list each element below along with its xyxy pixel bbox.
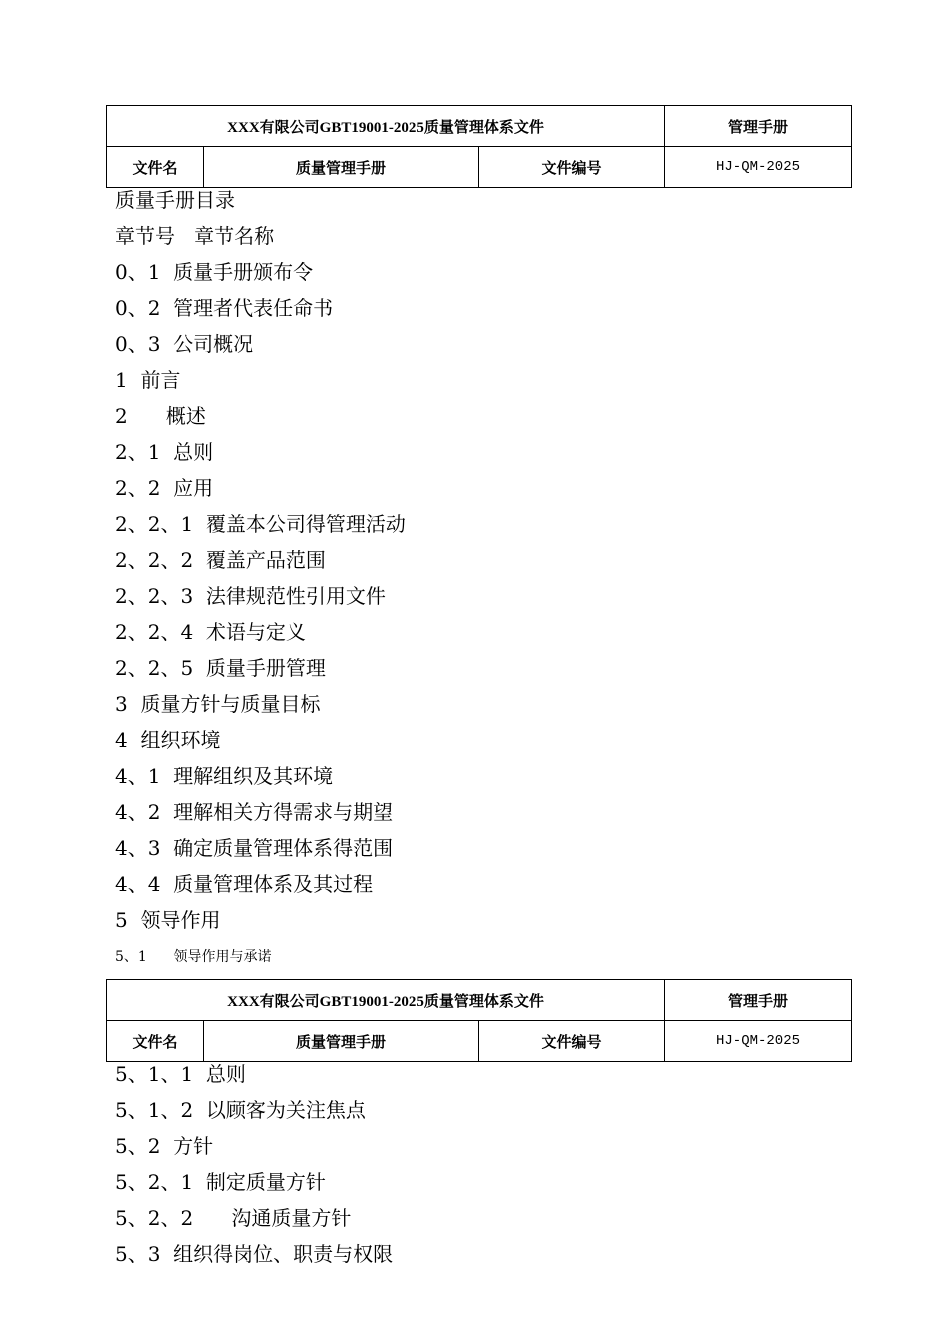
toc-entry-num: 2、2 [115,476,161,500]
toc-entry-num: 4、4 [115,872,161,896]
toc-entry-num: 5、2 [115,1134,161,1158]
toc-entry [115,364,406,400]
toc-entry-name: 质量管理体系及其过程 [173,872,374,896]
toc-list-page2 [115,1058,393,1274]
toc-entry-name: 质量手册管理 [205,656,326,680]
toc-entry [115,400,406,436]
toc-entry-name: 法律规范性引用文件 [205,584,386,608]
file-name-value: 质量管理手册 [204,147,479,188]
toc-entry [115,796,406,832]
toc-entry [115,472,406,508]
toc-entry-name: 确定质量管理体系得范围 [173,836,394,860]
toc-columns: 章节号 章节名称 [115,224,275,248]
toc-entry-num: 4 [115,728,128,752]
toc-entry-num: 3 [115,692,128,716]
toc-entry [115,544,406,580]
toc-entry [115,1202,393,1238]
toc-title: 质量手册目录 [115,188,235,212]
toc-entry [115,328,406,364]
toc-entry [115,904,406,940]
toc-entry [115,1094,393,1130]
toc-entry [115,1238,393,1274]
toc-entry [115,436,406,472]
toc-entry-num: 5、2、1 [115,1170,194,1194]
toc-entry-name: 组织得岗位、职责与权限 [173,1242,394,1266]
toc-entry [115,688,406,724]
file-no-value: HJ-QM-2025 [665,1021,852,1062]
toc-entry-num: 1 [115,368,128,392]
toc-entry-name: 组织环境 [140,728,221,752]
toc-entry-name: 沟通质量方针 [231,1206,352,1230]
toc-entry-num: 2 [115,404,128,428]
header-title: XXX有限公司GBT19001-2025质量管理体系文件 [107,106,665,147]
toc-entry-name: 领导作用 [140,908,221,932]
document-header-table [106,979,852,1062]
toc-entry-name: 理解相关方得需求与期望 [173,800,394,824]
toc-entry-num: 2、1 [115,440,161,464]
file-no-label: 文件编号 [479,1021,665,1062]
document-header-table [106,105,852,188]
toc-entry-name: 总则 [205,1062,246,1086]
toc-entry-num: 5、1、1 [115,1062,194,1086]
toc-entry-name: 应用 [173,476,214,500]
toc-entry [115,832,406,868]
toc-entry [115,1130,393,1166]
toc-entry [115,508,406,544]
toc-entry [115,652,406,688]
toc-entry-num: 0、1 [115,260,161,284]
toc-entry [115,760,406,796]
toc-entry-num: 2、2、5 [115,656,194,680]
file-no-label: 文件编号 [479,147,665,188]
toc-entry [115,616,406,652]
toc-entry [115,580,406,616]
toc-entry-name: 管理者代表任命书 [173,296,334,320]
toc-entry [115,292,406,328]
toc-entry [115,724,406,760]
toc-entry-num: 2、2、1 [115,512,194,536]
toc-entry-num: 5、1、2 [115,1098,194,1122]
toc-entry-num: 5、1 [115,949,147,965]
toc-entry-name: 制定质量方针 [205,1170,326,1194]
toc-entry [115,1166,393,1202]
toc-entry-num: 0、3 [115,332,161,356]
toc-entry-name: 理解组织及其环境 [173,764,334,788]
toc-entry-num: 4、2 [115,800,161,824]
toc-entry-num: 5 [115,908,128,932]
file-name-label: 文件名 [107,1021,204,1062]
toc-entry-name: 术语与定义 [205,620,306,644]
file-name-value: 质量管理手册 [204,1021,479,1062]
toc-entry-name: 覆盖产品范围 [205,548,326,572]
toc-entry-name: 方针 [173,1134,214,1158]
toc-entry-num: 5、3 [115,1242,161,1266]
toc-entry-name: 领导作用与承诺 [173,949,272,965]
toc-entry [115,868,406,904]
toc-entry-name: 前言 [140,368,181,392]
toc-entry [115,1058,393,1094]
toc-entry-num: 2、2、2 [115,548,194,572]
toc-entry-name: 总则 [173,440,214,464]
file-name-label: 文件名 [107,147,204,188]
toc-entry-small [115,946,272,966]
toc-entry-num: 0、2 [115,296,161,320]
header-doc-type: 管理手册 [665,980,852,1021]
toc-entry-num: 5、2、2 [115,1206,194,1230]
toc-list-page1 [115,184,406,940]
toc-entry-name: 以顾客为关注焦点 [205,1098,366,1122]
toc-entry-num: 4、1 [115,764,161,788]
toc-entry-name: 质量方针与质量目标 [140,692,321,716]
toc-entry-name: 概述 [165,404,206,428]
toc-entry-name: 公司概况 [173,332,254,356]
toc-entry-name: 质量手册颁布令 [173,260,314,284]
file-no-value: HJ-QM-2025 [665,147,852,188]
toc-entry-num: 4、3 [115,836,161,860]
header-doc-type: 管理手册 [665,106,852,147]
header-title: XXX有限公司GBT19001-2025质量管理体系文件 [107,980,665,1021]
toc-entry-num: 2、2、4 [115,620,194,644]
toc-entry-name: 覆盖本公司得管理活动 [205,512,406,536]
toc-entry [115,256,406,292]
toc-entry-num: 2、2、3 [115,584,194,608]
